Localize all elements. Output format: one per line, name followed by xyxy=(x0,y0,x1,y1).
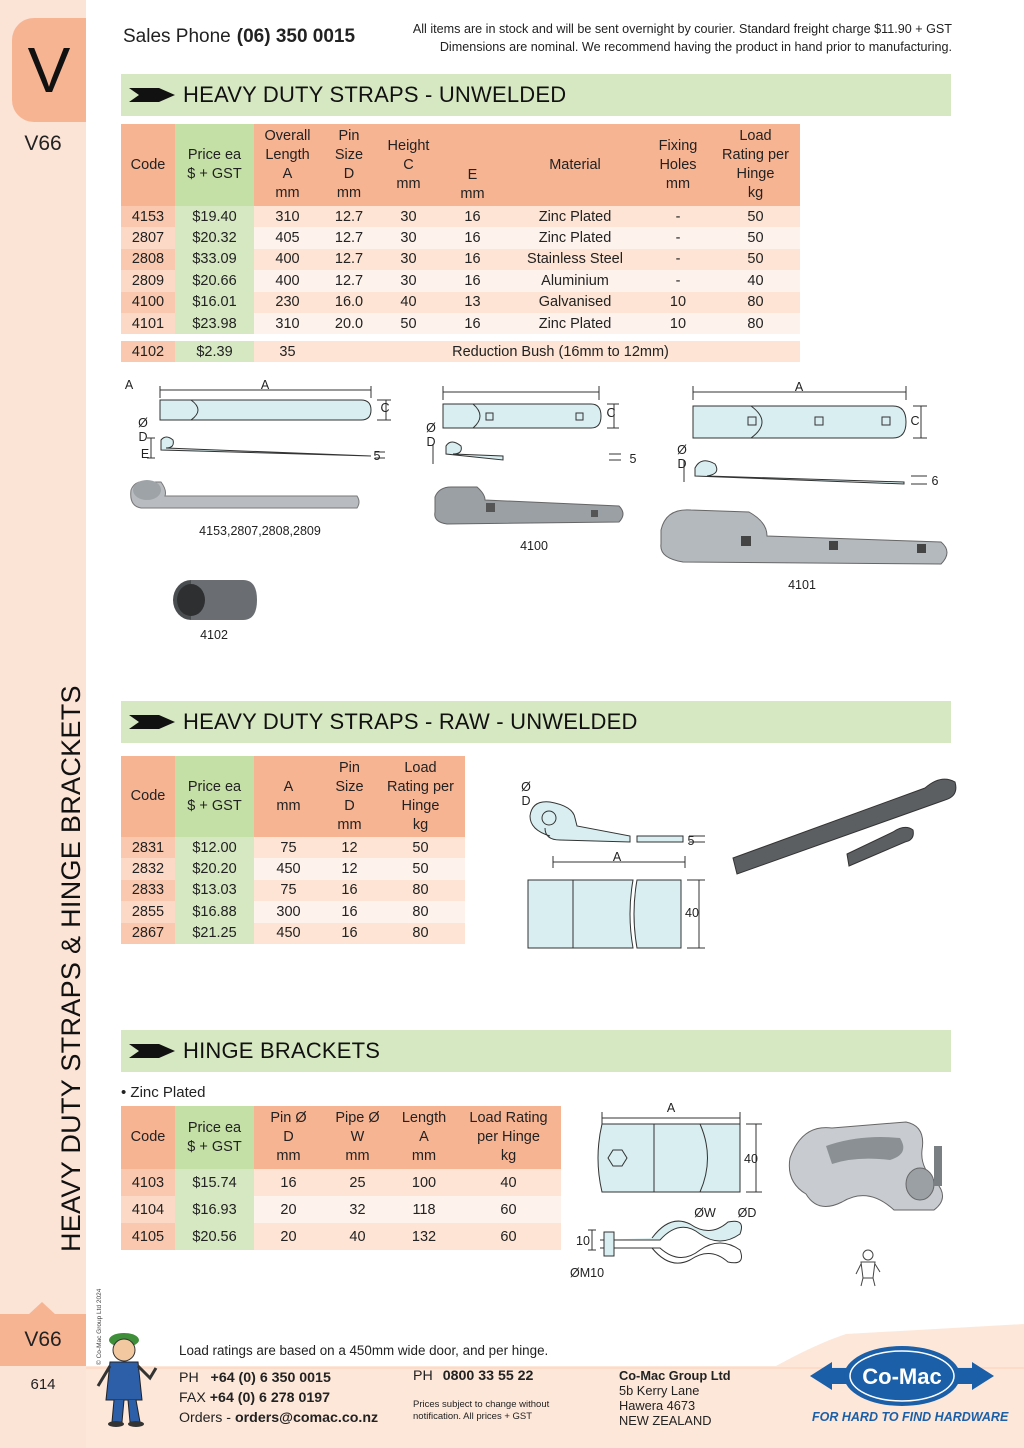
col-price xyxy=(175,1106,254,1169)
table-cell: 75 xyxy=(254,837,323,858)
table-cell: 10 xyxy=(645,313,711,334)
table-cell: 4101 xyxy=(121,313,175,334)
table-cell: 80 xyxy=(376,901,465,922)
fax-label: FAX xyxy=(179,1390,206,1406)
col-pin xyxy=(323,756,376,837)
table-header-row xyxy=(121,124,800,206)
table-cell: 16 xyxy=(323,923,376,944)
col-code: Code xyxy=(121,124,175,206)
table-cell: 40 xyxy=(711,270,800,291)
col-holes xyxy=(645,124,711,206)
table-cell: 450 xyxy=(254,923,323,944)
reduction-bush-row xyxy=(121,341,800,362)
notice-line-1: All items are in stock and will be sent overnight by courier. Standard freight charge $11.90 + GST xyxy=(412,22,952,36)
table-cell: 2867 xyxy=(121,923,175,944)
table-cell: 132 xyxy=(392,1223,456,1250)
col-length-label: Length A mm xyxy=(401,1110,447,1164)
col-code: Code xyxy=(121,756,175,837)
orders-label: Orders - xyxy=(179,1410,232,1426)
raw-dim-40-label: 40 xyxy=(685,906,699,920)
orders-email-link[interactable]: orders@comac.co.nz xyxy=(234,1410,379,1426)
table-cell: 300 xyxy=(254,901,323,922)
col-pin-label: Pin Size D mm xyxy=(334,128,364,201)
fig-label-4153: 4153,2807,2808,2809 xyxy=(199,524,321,538)
table-row xyxy=(121,206,800,227)
table-cell: $20.32 xyxy=(175,227,254,248)
table-cell: 4105 xyxy=(121,1223,175,1250)
arrow-icon xyxy=(129,713,175,731)
table-cell: - xyxy=(645,249,711,270)
table-cell: 310 xyxy=(254,313,321,334)
table-cell: 80 xyxy=(711,313,800,334)
contact-block xyxy=(179,1368,378,1428)
table-cell: 450 xyxy=(254,858,323,879)
col-length xyxy=(392,1106,456,1169)
bracket-dim-w-label: ØW xyxy=(694,1206,716,1220)
table-row xyxy=(121,313,800,334)
fig-label-4102: 4102 xyxy=(200,628,228,642)
table-cell: Aluminium xyxy=(505,270,645,291)
table-cell: 4103 xyxy=(121,1169,175,1196)
table-cell: - xyxy=(645,206,711,227)
col-a-label: A mm xyxy=(276,778,301,814)
col-load xyxy=(711,124,800,206)
stock-notice xyxy=(413,20,952,56)
straps-raw-table xyxy=(121,756,465,944)
table-cell: 50 xyxy=(711,227,800,248)
table-cell: 13 xyxy=(440,292,505,313)
table-cell: $12.00 xyxy=(175,837,254,858)
table-cell: 40 xyxy=(323,1223,392,1250)
dim-d-label: Ø D xyxy=(138,416,148,444)
table-cell: 2807 xyxy=(121,227,175,248)
table-row xyxy=(121,292,800,313)
table-cell: 50 xyxy=(711,249,800,270)
col-load-label: Load Rating per Hinge kg xyxy=(387,759,454,833)
cell-description: Reduction Bush (16mm to 12mm) xyxy=(321,341,800,362)
table-cell: - xyxy=(645,270,711,291)
table-cell: 20 xyxy=(254,1223,323,1250)
dim-d-label-2: Ø D xyxy=(426,421,436,449)
section-title: HEAVY DUTY STRAPS - UNWELDED xyxy=(183,82,567,107)
section-title: HEAVY DUTY STRAPS - RAW - UNWELDED xyxy=(183,709,638,734)
table-cell: 12 xyxy=(323,858,376,879)
col-height xyxy=(377,124,440,206)
table-header-row xyxy=(121,756,465,837)
dim-a-label-3: A xyxy=(794,380,804,394)
phone-line xyxy=(179,1368,378,1388)
straps-unwelded-table xyxy=(121,124,800,334)
table-cell: $23.98 xyxy=(175,313,254,334)
strap-drawings xyxy=(121,372,961,662)
section-heading-unwelded xyxy=(121,74,951,116)
col-price xyxy=(175,756,254,837)
col-length-label: Overall Length A mm xyxy=(264,128,311,201)
company-address xyxy=(619,1368,731,1428)
tagline: FOR HARD TO FIND HARDWARE xyxy=(812,1410,1009,1424)
sketch-figure-icon xyxy=(855,1248,881,1288)
table-row xyxy=(121,923,465,944)
cell-price: $2.39 xyxy=(175,341,254,362)
col-e-label: E mm xyxy=(460,167,485,202)
table-cell: 60 xyxy=(456,1223,561,1250)
table-cell: $21.25 xyxy=(175,923,254,944)
table-cell: $19.40 xyxy=(175,206,254,227)
col-load xyxy=(456,1106,561,1169)
table-cell: 80 xyxy=(711,292,800,313)
freephone-label: PH xyxy=(413,1368,433,1384)
table-row xyxy=(121,901,465,922)
table-cell: 30 xyxy=(377,270,440,291)
address-line-1: 5b Kerry Lane xyxy=(619,1383,700,1398)
phone-number[interactable]: +64 (0) 6 350 0015 xyxy=(210,1370,331,1386)
table-cell: 25 xyxy=(323,1169,392,1196)
table-cell: 4153 xyxy=(121,206,175,227)
dim-c-label: C xyxy=(380,401,390,415)
sales-phone xyxy=(123,26,355,48)
table-cell: 12.7 xyxy=(321,227,377,248)
dim-5-label: 5 xyxy=(373,449,381,463)
table-row xyxy=(121,1223,561,1250)
logo-text: Co-Mac xyxy=(862,1364,942,1389)
sidebar-code-bottom: V66 xyxy=(0,1314,86,1366)
comac-logo xyxy=(810,1344,994,1408)
vertical-page-title: HEAVY DUTY STRAPS & HINGE BRACKETS xyxy=(56,685,86,1252)
prices-note-line-2: notification. All prices + GST xyxy=(413,1411,533,1422)
table-cell: 75 xyxy=(254,880,323,901)
table-cell: $13.03 xyxy=(175,880,254,901)
col-material: Material xyxy=(505,124,645,206)
table-cell: 50 xyxy=(377,313,440,334)
table-cell: 50 xyxy=(711,206,800,227)
table-cell: 100 xyxy=(392,1169,456,1196)
table-cell: $33.09 xyxy=(175,249,254,270)
section-heading-raw xyxy=(121,701,951,743)
cell-length: 35 xyxy=(254,341,321,362)
bracket-dim-m10-label: ØM10 xyxy=(570,1266,605,1280)
cell-code: 4102 xyxy=(121,341,175,362)
table-cell: 32 xyxy=(323,1196,392,1223)
section-tab-letter: V xyxy=(12,18,86,122)
table-cell: 118 xyxy=(392,1196,456,1223)
page-number: 614 xyxy=(30,1376,56,1393)
table-row xyxy=(121,880,465,901)
table-cell: 80 xyxy=(376,923,465,944)
dim-d-label-3: Ø D xyxy=(677,443,687,471)
address-line-3: NEW ZEALAND xyxy=(619,1413,712,1428)
prices-note-line-1: Prices subject to change without xyxy=(413,1399,550,1410)
col-a xyxy=(254,756,323,837)
col-load xyxy=(376,756,465,837)
col-pin-label: Pin Size D mm xyxy=(335,759,364,833)
col-price-label: Price ea $ + GST xyxy=(187,1119,242,1155)
phone-label: PH xyxy=(179,1370,199,1386)
notice-line-2: Dimensions are nominal. We recommend having the product in hand prior to manufacturing. xyxy=(439,40,952,54)
raw-strap-drawings xyxy=(505,770,975,960)
table-cell: 12 xyxy=(323,837,376,858)
load-rating-note: Load ratings are based on a 450mm wide door, and per hinge. xyxy=(179,1343,549,1358)
col-load-label: Load Rating per Hinge kg xyxy=(722,128,789,201)
table-cell: 16 xyxy=(440,270,505,291)
table-cell: 4100 xyxy=(121,292,175,313)
table-cell: $16.88 xyxy=(175,901,254,922)
freephone-number[interactable]: 0800 33 55 22 xyxy=(442,1368,534,1384)
bracket-drawings xyxy=(570,1098,970,1288)
table-cell: - xyxy=(645,227,711,248)
table-cell: 12.7 xyxy=(321,270,377,291)
sales-label: Sales Phone xyxy=(123,26,231,47)
bracket-dim-a-label: A xyxy=(666,1101,676,1115)
raw-dim-d-label: Ø D xyxy=(521,780,531,808)
col-price xyxy=(175,124,254,206)
col-price-label: Price ea $ + GST xyxy=(187,147,242,182)
table-cell: 16 xyxy=(440,206,505,227)
col-price-label: Price ea $ + GST xyxy=(187,778,242,814)
table-row xyxy=(121,1169,561,1196)
table-cell: 2833 xyxy=(121,880,175,901)
table-row xyxy=(121,1196,561,1223)
table-cell: 16 xyxy=(440,313,505,334)
table-cell: $16.01 xyxy=(175,292,254,313)
dim-a-label-1: A xyxy=(124,378,134,392)
table-cell: 12.7 xyxy=(321,249,377,270)
table-cell: $20.20 xyxy=(175,858,254,879)
col-e xyxy=(440,124,505,206)
col-height-label: Height C mm xyxy=(387,137,430,192)
table-cell: 30 xyxy=(377,249,440,270)
table-row xyxy=(121,837,465,858)
table-cell: 16 xyxy=(254,1169,323,1196)
table-cell: 2809 xyxy=(121,270,175,291)
dim-c-label-2: C xyxy=(606,406,616,420)
table-cell: 4104 xyxy=(121,1196,175,1223)
table-cell: 2832 xyxy=(121,858,175,879)
col-code: Code xyxy=(121,1106,175,1169)
raw-dim-a-label: A xyxy=(612,850,622,864)
table-row xyxy=(121,249,800,270)
table-cell: 16 xyxy=(440,227,505,248)
table-cell: Stainless Steel xyxy=(505,249,645,270)
arrow-icon xyxy=(129,86,175,104)
table-cell: 400 xyxy=(254,249,321,270)
table-cell: 10 xyxy=(645,292,711,313)
dim-a-label-2: A xyxy=(260,378,270,392)
arrow-icon xyxy=(129,1042,175,1060)
address-line-2: Hawera 4673 xyxy=(619,1398,696,1413)
table-cell: 30 xyxy=(377,227,440,248)
copyright-note: © Co-Mac Group Ltd 2024 xyxy=(96,1288,103,1365)
table-header-row xyxy=(121,1106,561,1169)
orders-line xyxy=(179,1408,378,1428)
table-cell: Galvanised xyxy=(505,292,645,313)
col-load-label: Load Rating per Hinge kg xyxy=(469,1110,548,1164)
table-cell: 12.7 xyxy=(321,206,377,227)
dim-6-label: 6 xyxy=(931,474,939,488)
table-cell: $20.66 xyxy=(175,270,254,291)
table-cell: 2808 xyxy=(121,249,175,270)
col-pipe xyxy=(323,1106,392,1169)
table-cell: 16.0 xyxy=(321,292,377,313)
table-cell: 16 xyxy=(440,249,505,270)
fax-number[interactable]: +64 (0) 6 278 0197 xyxy=(209,1390,331,1406)
hinge-brackets-table xyxy=(121,1106,561,1250)
dim-c-label-3: C xyxy=(910,414,920,428)
raw-dim-5-label: 5 xyxy=(687,834,695,848)
table-cell: 400 xyxy=(254,270,321,291)
col-length xyxy=(254,124,321,206)
table-cell: 30 xyxy=(377,206,440,227)
table-cell: 40 xyxy=(377,292,440,313)
table-cell: 50 xyxy=(376,837,465,858)
sales-phone-number[interactable]: (06) 350 0015 xyxy=(236,26,356,47)
table-cell: 2831 xyxy=(121,837,175,858)
col-pin xyxy=(254,1106,323,1169)
bracket-dim-40-label: 40 xyxy=(744,1152,758,1166)
fig-label-4100: 4100 xyxy=(520,539,548,553)
table-cell: 16 xyxy=(323,901,376,922)
section-title: HINGE BRACKETS xyxy=(183,1038,381,1063)
table-cell: 405 xyxy=(254,227,321,248)
fax-line xyxy=(179,1388,378,1408)
table-cell: $16.93 xyxy=(175,1196,254,1223)
sidebar-code-top: V66 xyxy=(24,132,62,155)
table-cell: 40 xyxy=(456,1169,561,1196)
table-cell: 230 xyxy=(254,292,321,313)
table-cell: 20 xyxy=(254,1196,323,1223)
table-cell: 310 xyxy=(254,206,321,227)
table-cell: $15.74 xyxy=(175,1169,254,1196)
table-cell: 80 xyxy=(376,880,465,901)
col-pin xyxy=(321,124,377,206)
company-name: Co-Mac Group Ltd xyxy=(619,1368,731,1383)
col-holes-label: Fixing Holes mm xyxy=(658,137,698,192)
dim-e-label: E xyxy=(140,447,150,461)
table-cell: Zinc Plated xyxy=(505,227,645,248)
zinc-plated-bullet: • Zinc Plated xyxy=(121,1084,206,1101)
table-cell: 60 xyxy=(456,1196,561,1223)
col-pipe-label: Pipe Ø W mm xyxy=(335,1110,380,1164)
dim-5-label-2: 5 xyxy=(629,452,637,466)
table-cell: $20.56 xyxy=(175,1223,254,1250)
table-cell: Zinc Plated xyxy=(505,313,645,334)
freephone-line xyxy=(413,1368,533,1384)
fig-label-4101: 4101 xyxy=(788,578,816,592)
bracket-dim-10-label: 10 xyxy=(576,1234,590,1248)
table-cell: 2855 xyxy=(121,901,175,922)
table-row xyxy=(121,858,465,879)
table-row xyxy=(121,270,800,291)
section-heading-brackets xyxy=(121,1030,951,1072)
table-cell: 16 xyxy=(323,880,376,901)
prices-note xyxy=(413,1399,549,1423)
table-row xyxy=(121,227,800,248)
table-cell: Zinc Plated xyxy=(505,206,645,227)
table-cell: 20.0 xyxy=(321,313,377,334)
table-cell: 50 xyxy=(376,858,465,879)
mascot-icon xyxy=(92,1326,162,1428)
bracket-dim-d-label: ØD xyxy=(737,1206,757,1220)
col-pin-label: Pin Ø D mm xyxy=(270,1110,307,1164)
